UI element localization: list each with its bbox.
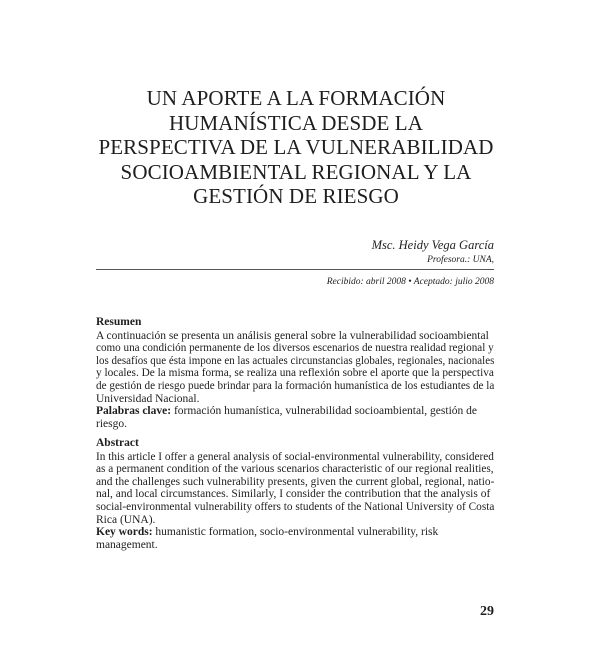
title-line: HUMANÍSTICA DESDE LA: [169, 110, 423, 135]
resumen-line: y locales. De la misma forma, se realiza una reflexión sobre el aporte que la perspectiva: [96, 367, 494, 380]
abstract-heading: Abstract: [96, 437, 139, 449]
resumen-line: Universidad Nacional.: [96, 392, 200, 405]
title-line: SOCIOAMBIENTAL REGIONAL Y LA: [120, 159, 472, 184]
article-title: [70, 86, 522, 209]
resumen-line: A continuación se presenta un análisis general sobre la vulnerabilidad socioambiental: [96, 329, 489, 342]
abstract-line: In this article I offer a general analysis of social-environmental vulnerability, considered: [96, 450, 494, 463]
abstract-line: as a permanent condition of the various scenarios characteristic of our regional realities,: [96, 463, 494, 476]
author-affiliation: Profesora.: UNA,: [427, 255, 494, 265]
resumen-line: los desafíos que ésta impone en las actuales circunstancias globales, regionales, nacionales: [96, 354, 495, 367]
abstract-line: social-environmental vulnerability offers to students of the National University of Costa: [96, 500, 495, 513]
resumen-line: como una condición permanente de los diversos escenarios de nuestra realidad regional y: [96, 342, 494, 355]
abstract-line: and the challenges such vulnerability presents, given the current global, regional, natio-: [96, 475, 495, 488]
title-line: PERSPECTIVA DE LA VULNERABILIDAD: [98, 135, 494, 159]
abstract-line: Rica (UNA).: [96, 513, 156, 526]
resumen-body: [96, 330, 494, 406]
divider-rule: [96, 269, 494, 270]
palabras-clave-label: Palabras clave:: [96, 405, 172, 418]
key-words-label: Key words:: [96, 526, 153, 539]
abstract-line: nal, and local circumstances. Similarly, I consider the contribution that the analysis of: [96, 488, 491, 501]
palabras-clave-text: formación humanística, vulnerabilidad socioambiental, gestión de riesgo.: [96, 405, 478, 430]
received-accepted-dates: Recibido: abril 2008 • Aceptado: julio 2008: [326, 277, 494, 287]
key-words: [96, 526, 494, 551]
page-number: 29: [480, 604, 494, 619]
resumen-section: [96, 316, 494, 430]
palabras-clave: [96, 405, 494, 430]
title-line: UN APORTE A LA FORMACIÓN: [146, 86, 446, 110]
key-words-text: humanistic formation, socio-environmental vulnerability, risk management.: [96, 526, 439, 551]
resumen-heading: Resumen: [96, 316, 142, 328]
abstract-section: [96, 437, 494, 551]
title-line: GESTIÓN DE RIESGO: [193, 184, 399, 208]
resumen-line: de gestión de riesgo puede brindar para la formación humanística de los estudiantes de la: [96, 379, 495, 392]
author-name: Msc. Heidy Vega García: [371, 238, 494, 252]
abstract-body: [96, 451, 494, 527]
